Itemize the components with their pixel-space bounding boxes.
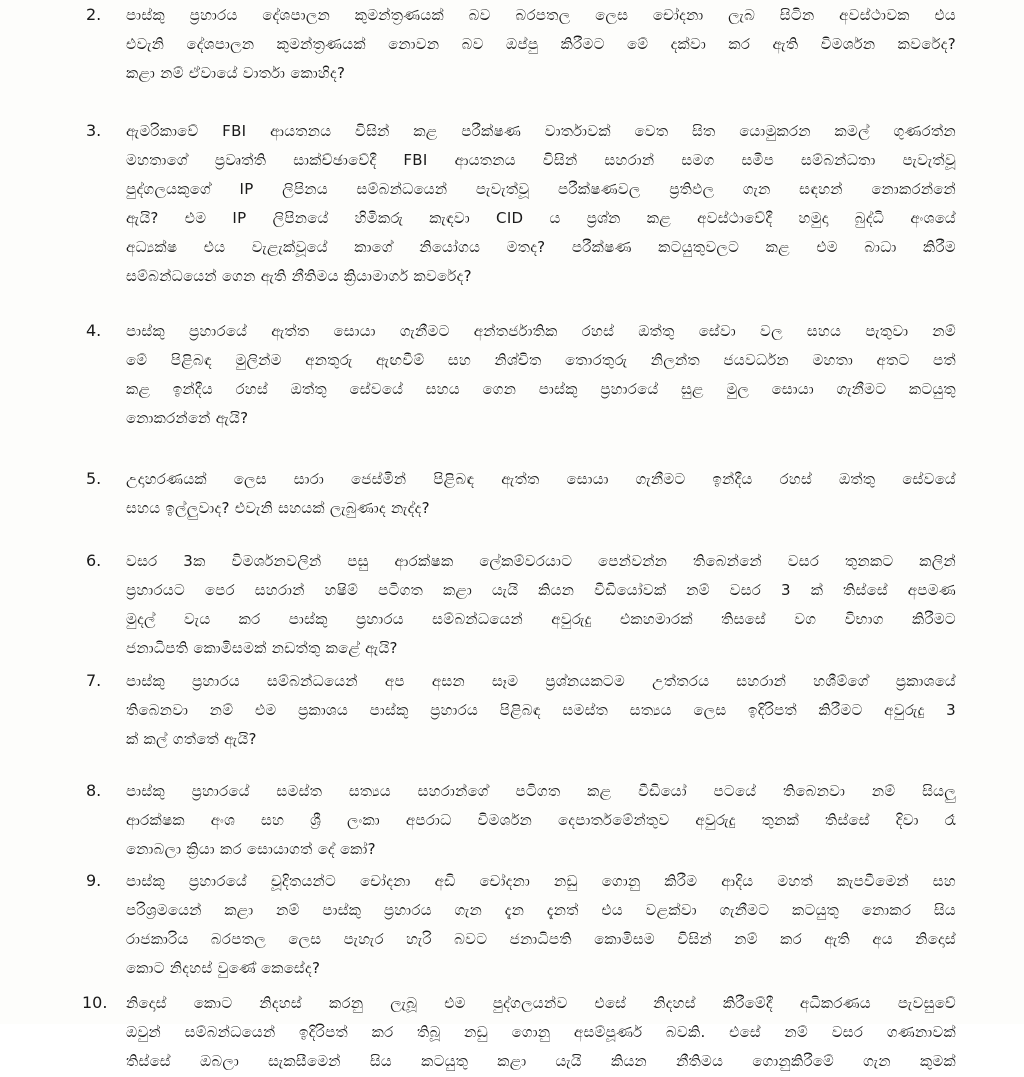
text-line: සහය ඉල්ලුවාද? එවැනි සහයක් ලැබුණාද නැද්ද? [126, 499, 430, 517]
text-line: ආරක්ෂක අංශ සහ ශ්‍රී ලංකා අපරාධ විමර්ශන දෙපාර්තමේන්තුව අවුරුදු තුනක් තිස්සේ දිවා රෑ [126, 811, 956, 829]
text-line: පාස්කු ප්‍රහාරය සම්බන්ධයෙන් අප අසන සෑම ප්‍රශ්නයකටම උත්තරය සහරාන් හශීම්ගේ ප්‍රකාශයේ [126, 672, 956, 690]
text-line: පාස්කු ප්‍රහාරය දේශපාලන කුමන්ත්‍රණයක් බව බරපතල ලෙස චෝදනා ලැබ සිටින අවස්ථාවක එය [126, 6, 956, 24]
text-line: ක් කල් ගත්තේ ඇයි? [126, 730, 257, 748]
question-number: 3. [86, 121, 102, 140]
question-text [126, 548, 956, 664]
text-line: ඔවුන් සම්බන්ධයෙන් ඉදිරිපත් කර තිබූ නඩු ගොනු අසම්පූර්ණ බවකි. එසේ නම් වසර ගණනාවක් [126, 1023, 956, 1041]
text-line: පාස්කු ප්‍රහාරයේ චූදිතයන්ට චෝදනා අඩි චෝදනා නඩු ගොනු කිරීම ආදිය මහත් කැපවීමෙන් සහ [126, 872, 956, 890]
text-line: අධ්‍යක්ෂ එය වැළැක්වූයේ කාගේ නියෝගය මතද? පරීක්ෂණ කටයුතුවලට කළ එම බාධා කිරීම [126, 238, 956, 256]
text-line: කළා නම් ඒවායේ වාර්තා කොහිද? [126, 64, 346, 82]
text-line: මුදල් වැය කර පාස්කු ප්‍රහාරය සම්බන්ධයෙන් අවුරුදු එකහමාරක් තිසසේ වග විභාග කිරීමට [126, 610, 956, 628]
text-line: උදාහරණයක් ලෙස සාරා ජෙස්මින් පිළිබඳ ඇත්ත සොයා ගැනීමට ඉන්දීය රහස් ඔත්තු සේවයේ [126, 470, 956, 488]
text-line: වසර 3ක විමර්ශනවලින් පසු ආරක්ෂක ලේකම්වරයාට පෙන්වන්න තිබෙන්නේ වසර තුනකට කලින් [126, 552, 956, 570]
question-number: 9. [86, 871, 102, 890]
question-number: 7. [86, 671, 102, 690]
question-text [126, 2, 956, 89]
text-line: කොට නිදහස් වුණේ කෙසේද? [126, 959, 321, 977]
text-line: රාජකාරිය බරපතල ලෙස පැහැර හැරි බවට ජනාධිපති කොමිසම විසින් නම් කර ඇති අය නිදොස් [126, 930, 956, 948]
question-text [126, 318, 956, 434]
question-number: 2. [86, 5, 102, 24]
question-text [126, 990, 956, 1077]
question-text [126, 778, 956, 865]
text-line: සම්බන්ධයෙන් ගෙන ඇති නීතිමය ක්‍රියාමාර්ග කවරේද? [126, 267, 472, 285]
text-line: ජනාධිපති කොමිසමක් නඩත්තු කළේ ඇයි? [126, 639, 398, 657]
question-number: 4. [86, 321, 102, 340]
question-text [126, 668, 956, 755]
text-line: පරිශ්‍රමයෙන් කළා නම් පාස්කු ප්‍රහාරය ගැන දැන දැනත් එය වළක්වා ගැනීමට කටයුතු නොකර සිය [126, 901, 956, 919]
question-number: 10. [82, 993, 108, 1012]
text-line: නොබලා ක්‍රියා කර සොයාගත් දේ කෝ? [126, 840, 376, 858]
text-line: කළ ඉන්දීය රහස් ඔත්තු සේවයේ සහය ගෙන පාස්කු ප්‍රහාරයේ සුළ මුල සොයා ගැනීමට කටයුතු [126, 380, 956, 398]
text-line: මේ පිළිබඳ මුලින්ම අනතුරු ඇඟවීම් සහ නිශ්චිත තොරතුරු නිලන්ත ජයවර්ධන මහතා අතට පත් [126, 351, 956, 369]
question-text [126, 118, 956, 292]
question-number: 8. [86, 781, 102, 800]
text-line: මහතාගේ ප්‍රවෘත්ති සාක්ච්ඡාවේදී FBI ආයතනය විසින් සහරාන් සමග සමීප සම්බන්ධතා පැවැත්වූ [126, 151, 956, 169]
question-text [126, 868, 956, 984]
text-line: ඇමරිකාවේ FBI ආයතනය විසින් කළ පරීක්ෂණ වාර්තාවක් වෙත සිත යොමුකරන කමල් ගුණරත්න [126, 122, 956, 140]
question-number: 6. [86, 551, 102, 570]
text-line: එවැනි දේශපාලන කුමන්ත්‍රණයක් නොවන බව ඔප්පු කිරීමට මේ දක්වා කර ඇති විමර්ශන කවරේද? [126, 35, 956, 53]
question-text [126, 466, 956, 524]
text-line: නොකරන්නේ ඇයි? [126, 409, 249, 427]
text-line: තිබෙනවා නම් එම ප්‍රකාශය පාස්කු ප්‍රහාරය පිළිබඳ සමස්ත සත්‍යය ලෙස ඉදිරිපත් කිරීමට අවුරුදු 3 [126, 701, 956, 719]
text-line: පාස්කු ප්‍රහාරයේ සමස්ත සත්‍යය සහරාන්ගේ පටිගත කළ වීඩියෝ පටයේ තිබෙනවා නම් සියලු [126, 782, 956, 800]
text-line: තිස්සේ ඔබලා සැකසීමෙන් සිය කටයුතු කළා යැයි කියන නීතිමය ගොනුකිරීමේ ගැන කුමක් [126, 1052, 956, 1070]
text-line: ඇයි? එම IP ලිපිනයේ හිමිකරු කැඳවා CID ය ප්‍රශ්න කළ අවස්ථාවේදී හමුදා බුද්ධි අංශයේ [126, 209, 956, 227]
text-line: පුද්ගලයකුගේ IP ලිපිනය සම්බන්ධයෙන් පැවැත්වූ පරීක්ෂණවල ප්‍රතිඵල ගැන සඳහන් නොකරන්නේ [126, 180, 956, 198]
text-line: ප්‍රහාරයට පෙර සහරාන් හෂිම් පටිගත කළා යැයි කියන වීඩියෝවක් නම් වසර 3 ක් තිස්සේ අපමණ [126, 581, 956, 599]
text-line: පාස්කු ප්‍රහාරයේ ඇත්ත සොයා ගැනීමට අන්තර්ජාතික රහස් ඔත්තු සේවා වල සහය පැතුවා නම් [126, 322, 956, 340]
question-number: 5. [86, 469, 102, 488]
text-line: නිදොස් කොට නිදහස් කරනු ලැබූ එම පුද්ගලයන්ව එසේ නිදහස් කිරීමේදී අධිකරණය පැවසුවේ [126, 994, 956, 1012]
